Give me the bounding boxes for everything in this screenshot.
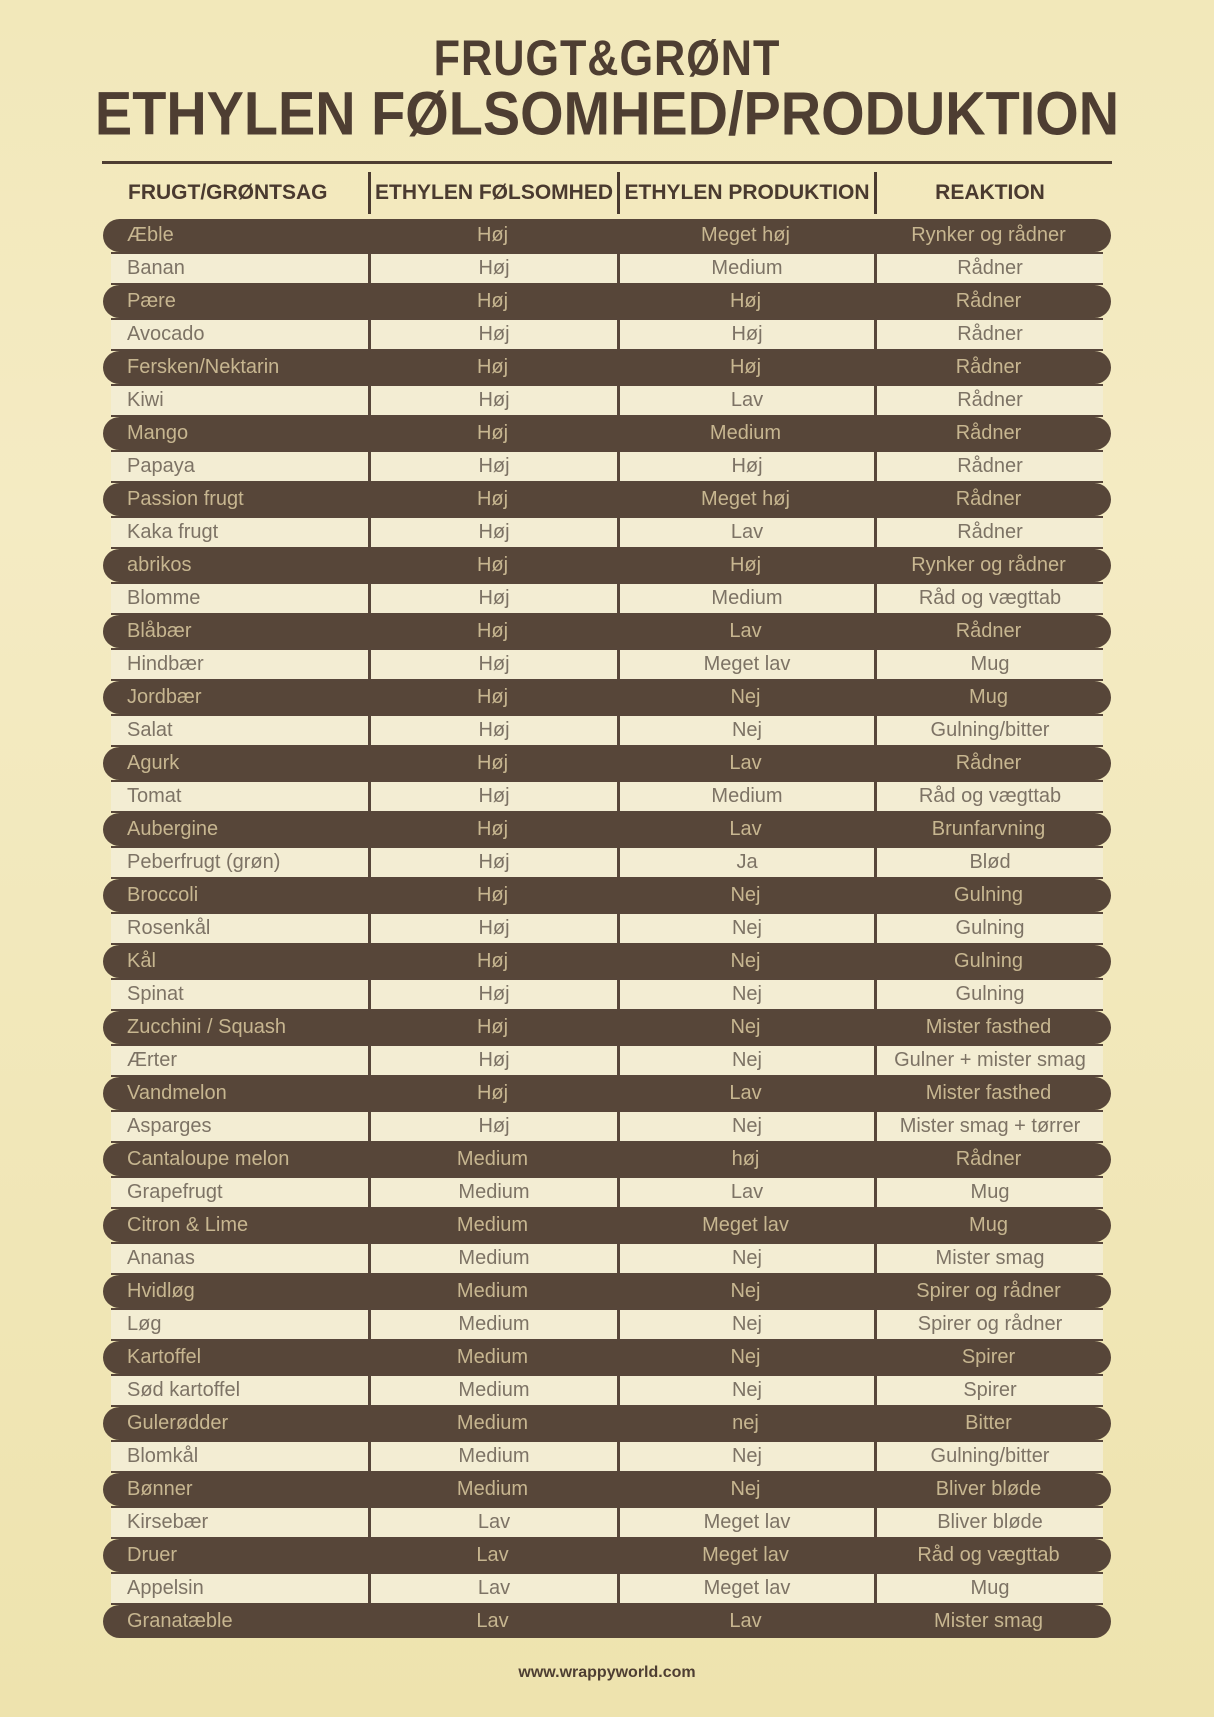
cell-reaktion: Rådner [955,752,1022,775]
cell-produktion: Nej [617,1442,874,1471]
cell-folsomhed: Høj [368,320,617,349]
cell-reaktion: Mister fasthed [925,1016,1052,1039]
cell-produktion: Lav [617,1178,874,1207]
cell-reaktion: Rådner [874,452,1103,481]
cell-reaktion: Mug [969,686,1008,709]
cell-folsomhed: Høj [368,716,617,745]
cell-frugt: Mango [127,422,189,445]
cell-produktion: Nej [617,1046,874,1075]
cell-folsomhed: Høj [476,686,509,709]
cell-reaktion: Rådner [955,1148,1022,1171]
cell-reaktion: Gulning/bitter [874,1442,1103,1471]
cell-reaktion: Rådner [874,386,1103,415]
cell-frugt: Ærter [127,1049,177,1072]
cell-folsomhed: Høj [368,782,617,811]
cell-frugt: Blåbær [127,620,192,643]
cell-produktion: Medium [617,254,874,283]
table-row [103,813,1111,846]
page-title-line2: ETHYLEN FØLSOMHED/PRODUKTION [94,79,1120,149]
cell-produktion: Meget lav [617,650,874,679]
cell-folsomhed: Høj [476,554,509,577]
table-row [103,1275,1111,1308]
cell-folsomhed: Medium [368,1442,617,1471]
cell-produktion: Meget lav [617,1574,874,1603]
cell-frugt: Tomat [127,785,182,808]
cell-reaktion: Mug [969,1214,1008,1237]
cell-frugt: Cantaloupe melon [127,1148,290,1171]
cell-folsomhed: Høj [476,620,509,643]
cell-folsomhed: Høj [368,584,617,613]
cell-frugt: Passion frugt [127,488,244,511]
cell-produktion: Meget lav [702,1214,789,1237]
table-row [111,1572,1103,1605]
table-row [111,252,1103,285]
cell-produktion: Nej [617,1310,874,1339]
cell-reaktion: Spirer og rådner [916,1280,1061,1303]
cell-produktion: Nej [730,1478,761,1501]
table-row [103,417,1111,450]
cell-reaktion: Rådner [955,356,1022,379]
cell-produktion: Høj [729,290,762,313]
table-row [103,1539,1111,1572]
cell-reaktion: Bitter [965,1412,1012,1435]
cell-reaktion: Spirer [874,1376,1103,1405]
cell-reaktion: Mug [874,1178,1103,1207]
cell-frugt: Peberfrugt (grøn) [127,851,281,874]
table-row [111,846,1103,879]
cell-folsomhed: Høj [368,452,617,481]
cell-reaktion: Rådner [955,290,1022,313]
cell-produktion: Nej [730,686,761,709]
cell-folsomhed: Høj [476,884,509,907]
table-row [103,1143,1111,1176]
cell-frugt: Zucchini / Squash [127,1016,286,1039]
cell-produktion: Lav [729,1082,762,1105]
table-row [103,483,1111,516]
cell-folsomhed: Høj [368,518,617,547]
table-row [103,1209,1111,1242]
cell-produktion: Ja [617,848,874,877]
footer-website: www.wrappyworld.com [518,1664,696,1682]
cell-produktion: Høj [729,356,762,379]
column-header-folsomhed: ETHYLEN FØLSOMHED [368,172,617,214]
cell-produktion: Høj [617,452,874,481]
cell-produktion: Høj [617,320,874,349]
table-row [103,1407,1111,1440]
cell-frugt: Avocado [127,323,205,346]
cell-frugt: Jordbær [127,686,202,709]
cell-frugt: Hindbær [127,653,204,676]
cell-reaktion: Råd og vægttab [874,782,1103,811]
table-row [111,450,1103,483]
cell-frugt: Granatæble [127,1610,233,1633]
table-row [103,1077,1111,1110]
cell-folsomhed: Høj [368,848,617,877]
column-header-reaktion: REAKTION [874,172,1103,214]
cell-folsomhed: Medium [368,1178,617,1207]
cell-produktion: Lav [729,620,762,643]
column-header-frugt: FRUGT/GRØNTSAG [128,181,328,205]
cell-produktion: Lav [617,386,874,415]
cell-reaktion: Gulning [874,980,1103,1009]
cell-folsomhed: Høj [476,752,509,775]
cell-produktion: Medium [617,782,874,811]
cell-produktion: Lav [729,1610,762,1633]
cell-produktion: Nej [730,1346,761,1369]
cell-folsomhed: Medium [456,1478,529,1501]
cell-frugt: Grapefrugt [127,1181,223,1204]
table-row [103,1011,1111,1044]
cell-folsomhed: Medium [368,1310,617,1339]
cell-produktion: Høj [729,554,762,577]
cell-produktion: Nej [617,716,874,745]
cell-frugt: Broccoli [127,884,199,907]
cell-folsomhed: Medium [456,1280,529,1303]
cell-produktion: Nej [617,1244,874,1273]
title-divider-rule [102,161,1112,164]
table-row [103,219,1111,252]
cell-produktion: Lav [729,752,762,775]
cell-reaktion: Spirer [961,1346,1016,1369]
cell-reaktion: Bliver bløde [874,1508,1103,1537]
table-row [111,1242,1103,1275]
cell-produktion: Medium [617,584,874,613]
table-row [111,978,1103,1011]
table-row [103,681,1111,714]
cell-frugt: Hvidløg [127,1280,195,1303]
cell-reaktion: Spirer og rådner [874,1310,1103,1339]
table-row [111,648,1103,681]
table-body [111,219,1103,1638]
cell-produktion: Lav [617,518,874,547]
cell-reaktion: Rynker og rådner [911,224,1066,247]
page-title-line1: FRUGT&GRØNT [433,29,781,87]
cell-frugt: Aubergine [127,818,219,841]
cell-produktion: Meget høj [701,488,790,511]
table-row [111,714,1103,747]
table-row [103,1473,1111,1506]
cell-frugt: Kål [127,950,156,973]
cell-folsomhed: Høj [476,356,509,379]
cell-folsomhed: Medium [456,1214,529,1237]
cell-reaktion: Råd og vægttab [917,1544,1060,1567]
cell-reaktion: Mister smag [934,1610,1043,1633]
cell-frugt: Bønner [127,1478,193,1501]
cell-folsomhed: Høj [476,422,509,445]
cell-frugt: Kiwi [127,389,164,412]
cell-reaktion: Mister smag + tørrer [874,1112,1103,1141]
table-row [103,945,1111,978]
cell-produktion: høj [731,1148,760,1171]
cell-folsomhed: Høj [476,1082,509,1105]
cell-produktion: Nej [617,914,874,943]
cell-frugt: Papaya [127,455,195,478]
cell-folsomhed: Høj [368,1112,617,1141]
cell-produktion: Lav [729,818,762,841]
cell-frugt: Fersken/Nektarin [127,356,280,379]
cell-frugt: Sød kartoffel [127,1379,241,1402]
cell-frugt: Blomme [127,587,201,610]
cell-produktion: Nej [730,884,761,907]
cell-folsomhed: Høj [368,386,617,415]
table-row [103,285,1111,318]
cell-folsomhed: Høj [476,290,509,313]
cell-frugt: Salat [127,719,173,742]
cell-reaktion: Rådner [874,254,1103,283]
cell-folsomhed: Høj [476,224,509,247]
cell-frugt: Vandmelon [127,1082,227,1105]
cell-frugt: Appelsin [127,1577,204,1600]
table-row [111,1308,1103,1341]
column-header-produktion: ETHYLEN PRODUKTION [617,172,874,214]
title-block [0,29,1214,149]
cell-folsomhed: Medium [456,1148,529,1171]
table-row [111,1176,1103,1209]
cell-produktion: Nej [730,1016,761,1039]
table-row [103,747,1111,780]
table-row [111,1044,1103,1077]
cell-reaktion: Rådner [955,422,1022,445]
cell-folsomhed: Medium [368,1376,617,1405]
cell-frugt: Kirsebær [127,1511,209,1534]
cell-folsomhed: Høj [368,1046,617,1075]
cell-reaktion: Rådner [955,488,1022,511]
cell-folsomhed: Lav [476,1610,509,1633]
cell-reaktion: Rådner [955,620,1022,643]
cell-reaktion: Mug [874,650,1103,679]
cell-frugt: Rosenkål [127,917,211,940]
cell-reaktion: Mister smag [874,1244,1103,1273]
cell-reaktion: Mug [874,1574,1103,1603]
cell-reaktion: Brunfarvning [931,818,1046,841]
table-row [103,1605,1111,1638]
cell-produktion: Medium [709,422,782,445]
cell-reaktion: Råd og vægttab [874,584,1103,613]
table-row [111,1110,1103,1143]
cell-frugt: Gulerødder [127,1412,229,1435]
table-row [111,1506,1103,1539]
cell-reaktion: Gulning [874,914,1103,943]
cell-produktion: Nej [617,1112,874,1141]
cell-reaktion: Gulning/bitter [874,716,1103,745]
cell-reaktion: Mister fasthed [925,1082,1052,1105]
cell-folsomhed: Lav [368,1508,617,1537]
table-row [111,582,1103,615]
cell-produktion: Nej [617,980,874,1009]
table-row [103,549,1111,582]
cell-frugt: Kaka frugt [127,521,219,544]
cell-frugt: Agurk [127,752,180,775]
cell-frugt: Ananas [127,1247,195,1270]
cell-reaktion: Gulner + mister smag [874,1046,1103,1075]
cell-folsomhed: Høj [368,980,617,1009]
cell-reaktion: Rynker og rådner [911,554,1066,577]
cell-folsomhed: Lav [476,1544,509,1567]
cell-produktion: Meget høj [701,224,790,247]
cell-folsomhed: Høj [368,914,617,943]
table-row [111,912,1103,945]
cell-produktion: Nej [730,1280,761,1303]
cell-frugt: Kartoffel [127,1346,202,1369]
cell-folsomhed: Høj [476,488,509,511]
cell-reaktion: Gulning [954,884,1023,907]
cell-folsomhed: Høj [368,254,617,283]
table-row [111,516,1103,549]
cell-reaktion: Rådner [874,320,1103,349]
cell-folsomhed: Høj [368,650,617,679]
cell-reaktion: Rådner [874,518,1103,547]
table-row [111,780,1103,813]
table-row [111,1440,1103,1473]
cell-folsomhed: Medium [456,1412,529,1435]
cell-folsomhed: Medium [456,1346,529,1369]
cell-folsomhed: Høj [476,950,509,973]
cell-folsomhed: Medium [368,1244,617,1273]
cell-frugt: Citron & Lime [127,1214,249,1237]
cell-frugt: Druer [127,1544,178,1567]
cell-produktion: Nej [617,1376,874,1405]
cell-folsomhed: Lav [368,1574,617,1603]
cell-folsomhed: Høj [476,1016,509,1039]
table-row [111,1374,1103,1407]
cell-produktion: Meget lav [702,1544,789,1567]
cell-frugt: Løg [127,1313,162,1336]
cell-produktion: nej [732,1412,759,1435]
table-row [103,1341,1111,1374]
cell-frugt: Spinat [127,983,184,1006]
cell-frugt: Pære [127,290,176,313]
table-row [111,318,1103,351]
cell-frugt: abrikos [127,554,192,577]
cell-reaktion: Blød [874,848,1103,877]
ethylene-table [111,172,1103,1638]
cell-produktion: Nej [730,950,761,973]
cell-reaktion: Bliver bløde [935,1478,1042,1501]
table-row [103,879,1111,912]
table-row [103,351,1111,384]
cell-frugt: Banan [127,257,185,280]
cell-produktion: Meget lav [617,1508,874,1537]
cell-frugt: Asparges [127,1115,212,1138]
table-header-row [111,172,1103,214]
cell-folsomhed: Høj [476,818,509,841]
cell-frugt: Æble [127,224,174,247]
table-row [111,384,1103,417]
table-row [103,615,1111,648]
cell-frugt: Blomkål [127,1445,199,1468]
cell-reaktion: Gulning [954,950,1023,973]
